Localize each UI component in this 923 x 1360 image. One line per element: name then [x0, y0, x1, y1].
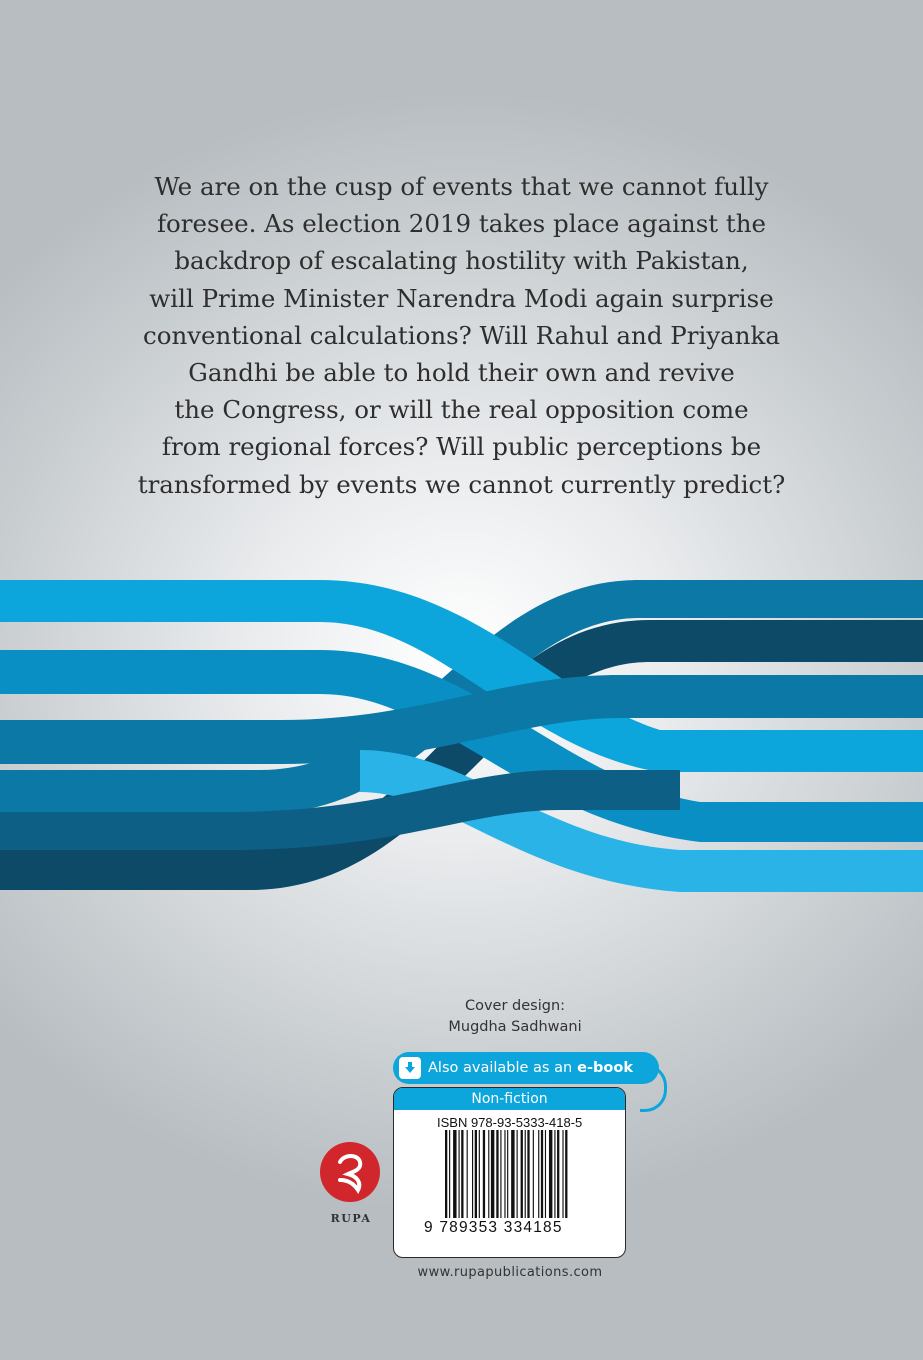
blurb-line: foresee. As election 2019 takes place against the — [156, 209, 767, 239]
credit-label: Cover design: — [464, 998, 566, 1014]
ebook-bold: e-book — [577, 1060, 633, 1076]
ebook-text: Also available as an — [428, 1060, 573, 1076]
blurb-line: Gandhi be able to hold their own and revive — [188, 358, 735, 388]
download-icon — [399, 1057, 421, 1079]
blurb-line: conventional calculations? Will Rahul and Priyanka — [142, 320, 781, 350]
isbn-panel — [393, 1087, 626, 1258]
credit-designer: Mugdha Sadhwani — [448, 1019, 582, 1035]
ebook-availability-banner — [393, 1052, 659, 1084]
blurb-line: will Prime Minister Narendra Modi again surprise — [149, 283, 774, 313]
rupa-logo — [318, 1140, 382, 1204]
blurb-line: We are on the cusp of events that we cannot fully — [154, 172, 769, 201]
publisher-name: RUPA — [330, 1212, 372, 1225]
blurb-line: backdrop of escalating hostility with Pakistan, — [174, 246, 749, 276]
cover-design-credit — [400, 996, 630, 1038]
blurb-line: from regional forces? Will public perceptions be — [161, 432, 762, 462]
barcode-digits: 9 789353 334185 — [424, 1219, 563, 1236]
blurb-line: the Congress, or will the real opposition come — [174, 395, 749, 425]
barcode — [445, 1130, 605, 1220]
publisher-website: www.rupapublications.com — [417, 1265, 603, 1280]
back-cover-blurb — [95, 168, 828, 503]
isbn-number: ISBN 978-93-5333-418-5 — [437, 1115, 583, 1130]
blurb-line: transformed by events we cannot currently predict? — [137, 469, 786, 499]
genre-label: Non-fiction — [394, 1088, 625, 1110]
twisted-ribbons-graphic — [0, 580, 923, 910]
